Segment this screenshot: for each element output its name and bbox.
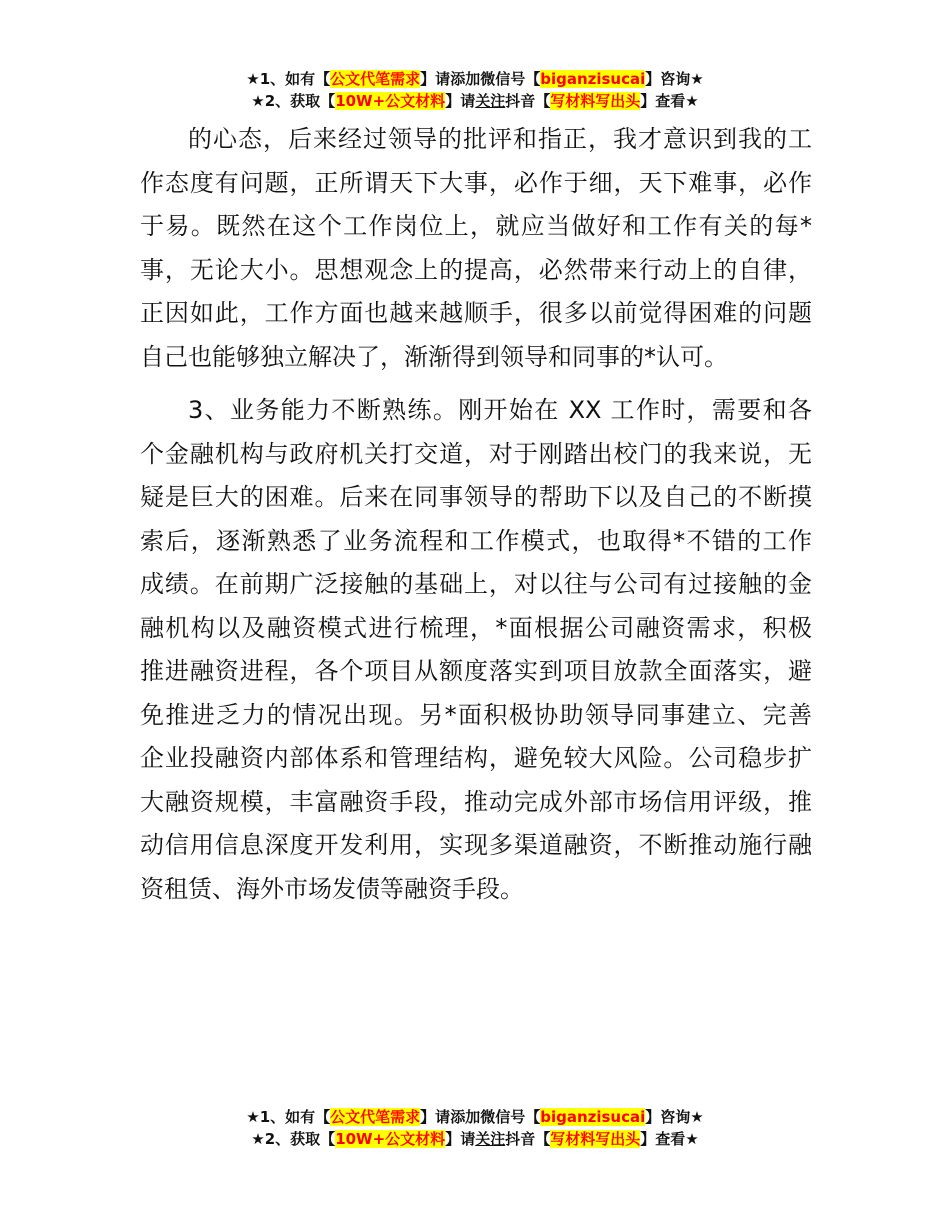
header-banner [0,68,950,112]
highlight-douyin-account: 写材料写出头 [550,92,641,110]
text-line: 融机构以及融资模式进行梳理，*面根据公司融资需求，积极 [140,613,812,642]
document-body [140,118,812,911]
footer-banner-line-2: ★2、获取【10W+公文材料】请关注抖音【写材料写出头】查看★ [251,1130,699,1148]
text-line: 正因如此，工作方面也越来越顺手，很多以前觉得困难的问题 [140,299,812,327]
highlight-wechat-id: biganzisucai [540,1108,646,1126]
text-line: 于易。既然在这个工作岗位上，就应当做好和工作有关的每* [140,212,812,240]
text-line: 免推进乏力的情况出现。另*面积极协助领导同事建立、完善 [140,700,812,729]
text-line: 大融资规模，丰富融资手段，推动完成外部市场信用评级，推 [140,787,812,816]
text-line: 作态度有问题，正所谓天下大事，必作于细，天下难事，必作 [140,168,812,197]
highlight-materials: 10W+公文材料 [335,1130,446,1148]
highlight-douyin-account: 写材料写出头 [550,1130,641,1148]
text-line: 动信用信息深度开发利用，实现多渠道融资，不断推动施行融 [140,831,812,859]
paragraph-1 [140,118,812,379]
text-line: 个金融机构与政府机关打交道，对于刚踏出校门的我来说，无 [140,439,812,468]
paragraph-spacer [140,379,812,389]
text-line: 3、业务能力不断熟练。刚开始在 XX 工作时，需要和各 [188,396,812,424]
text-line: 企业投融资内部体系和管理结构，避免较大风险。公司稳步扩 [140,744,812,772]
text-line: 的心态，后来经过领导的批评和指正，我才意识到我的工 [188,125,812,153]
header-banner-line-1: ★1、如有【公文代笔需求】请添加微信号【biganzisucai】咨询★ [246,70,704,88]
footer-banner [0,1106,950,1150]
text-line: 疑是巨大的困难。后来在同事领导的帮助下以及自己的不断摸 [140,483,812,511]
text-line: 推进融资进程，各个项目从额度落实到项目放款全面落实，避 [140,657,812,685]
header-banner-line-2: ★2、获取【10W+公文材料】请关注抖音【写材料写出头】查看★ [251,92,699,110]
highlight-wechat-id: biganzisucai [540,70,646,88]
text-line: 资租赁、海外市场发债等融资手段。 [140,874,524,903]
text-line: 索后，逐渐熟悉了业务流程和工作模式，也取得*不错的工作 [140,526,812,555]
text-line: 自己也能够独立解决了，渐渐得到领导和同事的*认可。 [140,342,728,371]
text-line: 事，无论大小。思想观念上的提高，必然带来行动上的自律， [140,255,812,284]
footer-banner-line-1: ★1、如有【公文代笔需求】请添加微信号【biganzisucai】咨询★ [246,1108,704,1126]
paragraph-2 [140,389,812,911]
highlight-ghostwriting: 公文代笔需求 [330,1108,421,1126]
highlight-ghostwriting: 公文代笔需求 [330,70,421,88]
text-line: 成绩。在前期广泛接触的基础上，对以往与公司有过接触的金 [140,570,812,598]
highlight-materials: 10W+公文材料 [335,92,446,110]
